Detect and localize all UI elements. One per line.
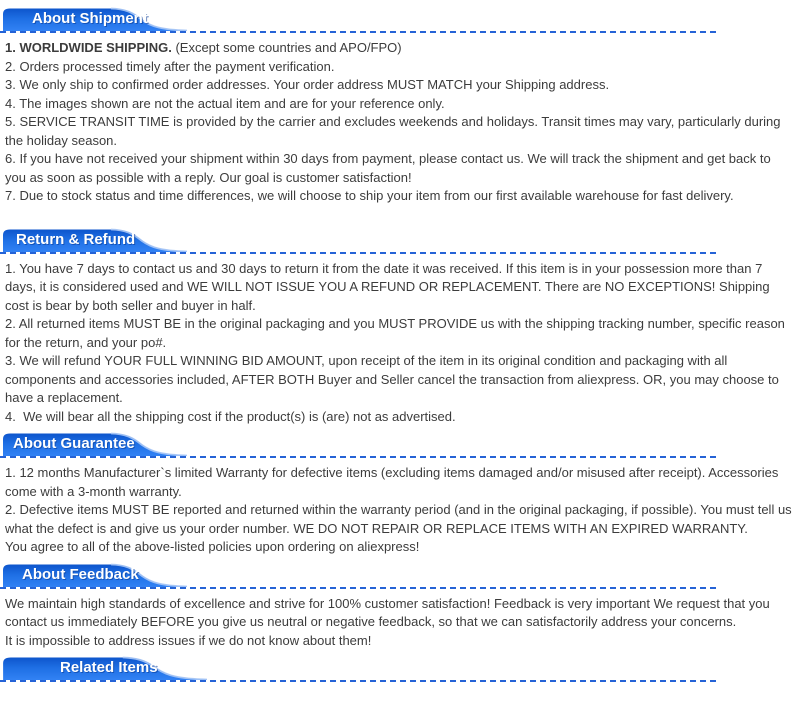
policy-section-shipment xyxy=(0,7,800,206)
policy-item: 7. Due to stock status and time differences, we will choose to ship your item from our first available warehouse for fast delivery. xyxy=(5,188,734,203)
policy-item: 1. WORLDWIDE SHIPPING. (Except some countries and APO/FPO) xyxy=(5,40,402,55)
dashed-divider xyxy=(0,563,716,589)
policy-item: 2. Defective items MUST BE reported and returned within the warranty period (and in the original packaging, if possible). You must tell us what the defect is and give us your order number. WE DO NOT REPAIR OR REPLACE ITEMS WITH AN EXPIRED WARRANTY. xyxy=(5,502,792,536)
policy-item: 2. Orders processed timely after the payment verification. xyxy=(5,58,335,74)
dashed-divider xyxy=(0,7,716,33)
section-body xyxy=(0,682,800,688)
policy-item: It is impossible to address issues if we do not know about them! xyxy=(5,632,372,648)
section-header-banner xyxy=(2,656,207,680)
policy-item: 1. You have 7 days to contact us and 30 days to return it from the date it was received. If this item is in your possession more than 7 days, it is considered used and WE WILL NOT ISSUE YOU A REFUND OR REPLACEMENT. There are NO EXCEPTIONS! Shipping cost is bear by both seller and buyer in half. xyxy=(5,260,770,313)
section-header-banner xyxy=(2,563,187,587)
policy-section-related-items xyxy=(0,656,800,688)
section-body xyxy=(0,589,800,651)
policy-section-feedback xyxy=(0,563,800,651)
policy-item: 2. All returned items MUST BE in the original packaging and you MUST PROVIDE us with the shipping tracking number, specific reason for the return, and your po#. xyxy=(5,316,785,350)
policy-item: We maintain high standards of excellence and strive for 100% customer satisfaction! Feedback is very important We request that you contact us immediately BEFORE you give us neutral or negative feedback, so that we can satisfactorily address your concerns. xyxy=(5,595,770,629)
policy-item: 6. If you have not received your shipment within 30 days from payment, please contact us. We will track the shipment and get back to you as soon as possible with a reply. Our goal is customer satisfaction! xyxy=(5,151,771,185)
policy-item: 3. We will refund YOUR FULL WINNING BID AMOUNT, upon receipt of the item in its original condition and packaging with all components and accessories included, AFTER BOTH Buyer and Seller cancel the transaction from aliexpress. OR, you may choose to have a replacement. xyxy=(5,353,779,405)
section-body xyxy=(0,254,800,427)
policy-section-guarantee xyxy=(0,432,800,557)
policy-item: 4. The images shown are not the actual item and are for your reference only. xyxy=(5,95,445,111)
dashed-divider xyxy=(0,432,716,458)
policy-item: 5. SERVICE TRANSIT TIME is provided by the carrier and excludes weekends and holidays. Transit times may vary, particularly during the holiday season. xyxy=(5,114,781,148)
policy-item: 4. We will bear all the shipping cost if the product(s) is (are) not as advertised. xyxy=(5,408,456,424)
dashed-divider xyxy=(0,656,716,682)
section-title: Related Items xyxy=(60,659,158,676)
policy-item: 1. 12 months Manufacturer`s limited Warranty for defective items (excluding items damaged and/or misused after receipt). Accessories come with a 3-month warranty. xyxy=(5,465,779,499)
policy-section-return-refund xyxy=(0,228,800,427)
section-header-banner xyxy=(2,432,187,456)
policy-page xyxy=(0,7,800,707)
section-title: Return & Refund xyxy=(16,230,136,248)
policy-item: You agree to all of the above-listed policies upon ordering on aliexpress! xyxy=(5,539,420,554)
section-header-banner xyxy=(2,7,187,31)
dashed-divider xyxy=(0,228,716,254)
section-title: About Shipment xyxy=(32,10,148,27)
section-title: About Feedback xyxy=(22,565,139,583)
section-title: About Guarantee xyxy=(13,435,135,452)
section-header-banner xyxy=(2,228,187,252)
section-body xyxy=(0,33,800,206)
policy-item: 3. We only ship to confirmed order addresses. Your order address MUST MATCH your Shipping address. xyxy=(5,77,610,92)
section-body xyxy=(0,458,800,557)
